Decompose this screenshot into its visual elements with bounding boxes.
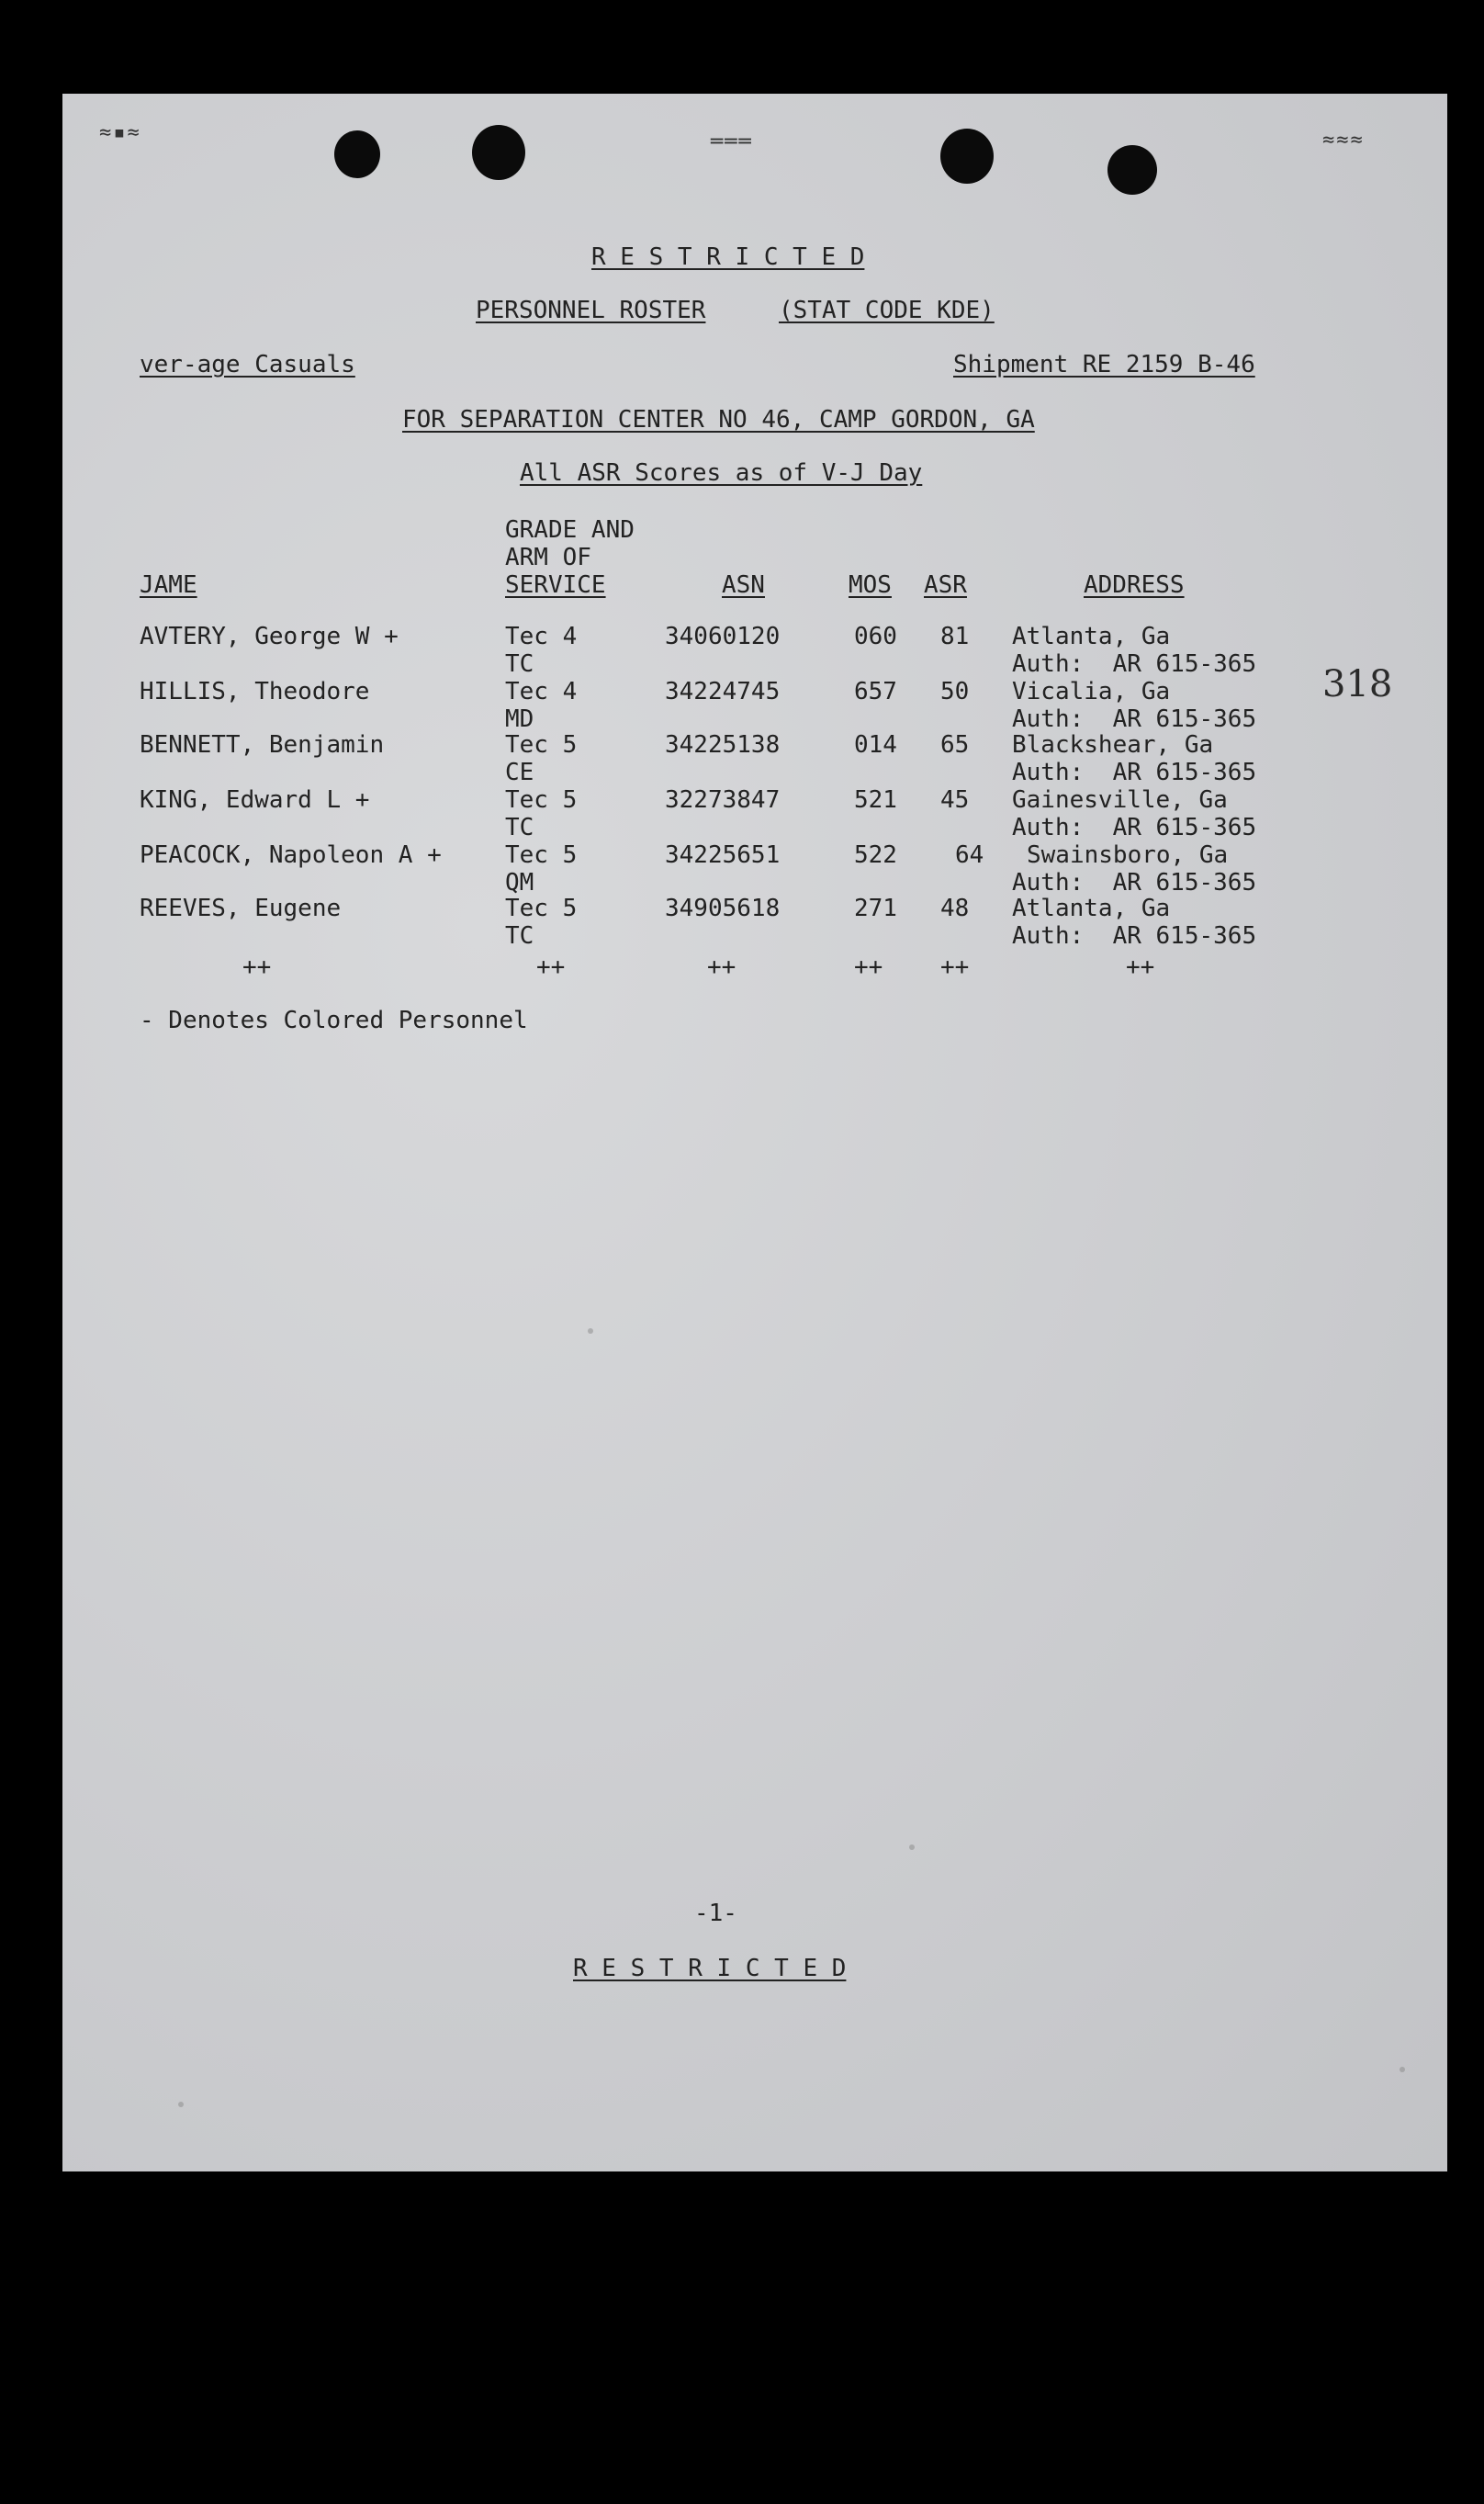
- row-grade: Tec 5: [505, 786, 578, 814]
- paper-speck: [909, 1844, 915, 1850]
- edge-mark: ≈▪≈: [99, 121, 141, 144]
- row-auth: Auth: AR 615-365: [1012, 705, 1257, 733]
- punch-hole: [334, 130, 380, 178]
- row-city: Atlanta, Ga: [1012, 895, 1171, 922]
- col-grade-2: ARM OF: [505, 544, 591, 571]
- row-auth: Auth: AR 615-365: [1012, 922, 1257, 950]
- punch-hole: [1107, 145, 1157, 195]
- col-grade-1: GRADE AND: [505, 516, 635, 544]
- col-asr: ASR: [924, 571, 967, 599]
- row-asr: 65: [940, 731, 970, 759]
- row-name: PEACOCK, Napoleon A +: [140, 841, 442, 869]
- col-mos: MOS: [849, 571, 892, 599]
- row-mos: 521: [854, 786, 897, 814]
- col-address: ADDRESS: [1084, 571, 1185, 599]
- row-grade: Tec 5: [505, 895, 578, 922]
- row-mos: 522: [854, 841, 897, 869]
- end-mark-asn: ++: [707, 953, 736, 981]
- row-auth: Auth: AR 615-365: [1012, 869, 1257, 897]
- row-arm: QM: [505, 869, 534, 897]
- row-city: Gainesville, Ga: [1012, 786, 1228, 814]
- row-asr: 64: [955, 841, 984, 869]
- row-asr: 45: [940, 786, 970, 814]
- edge-mark: ═══: [711, 130, 753, 153]
- paper-speck: [178, 2102, 184, 2107]
- stamp-number: 318: [1322, 663, 1393, 705]
- end-mark-mos: ++: [854, 953, 883, 981]
- row-city: Atlanta, Ga: [1012, 623, 1171, 650]
- row-asn: 34905618: [665, 895, 781, 922]
- row-name: BENNETT, Benjamin: [140, 731, 385, 759]
- row-asr: 48: [940, 895, 970, 922]
- row-asn: 32273847: [665, 786, 781, 814]
- page-number: -1-: [694, 1900, 737, 1927]
- footnote: - Denotes Colored Personnel: [140, 1007, 528, 1034]
- row-auth: Auth: AR 615-365: [1012, 759, 1257, 786]
- row-mos: 014: [854, 731, 897, 759]
- row-grade: Tec 5: [505, 841, 578, 869]
- row-name: HILLIS, Theodore: [140, 678, 370, 705]
- stat-code: (STAT CODE KDE): [779, 297, 995, 324]
- end-mark-grade: ++: [536, 953, 566, 981]
- row-asr: 50: [940, 678, 970, 705]
- roster-title: PERSONNEL ROSTER: [476, 297, 706, 324]
- row-asn: 34225651: [665, 841, 781, 869]
- end-mark-address: ++: [1126, 953, 1155, 981]
- row-arm: MD: [505, 705, 534, 733]
- col-name: JAME: [140, 571, 197, 599]
- destination: FOR SEPARATION CENTER NO 46, CAMP GORDON, GA: [402, 406, 1035, 434]
- row-auth: Auth: AR 615-365: [1012, 650, 1257, 678]
- row-name: REEVES, Eugene: [140, 895, 342, 922]
- punch-hole: [940, 129, 994, 184]
- row-arm: CE: [505, 759, 534, 786]
- end-mark-name: ++: [242, 953, 272, 981]
- paper-speck: [1400, 2067, 1405, 2072]
- row-name: AVTERY, George W +: [140, 623, 399, 650]
- row-city: Swainsboro, Ga: [1027, 841, 1229, 869]
- row-mos: 271: [854, 895, 897, 922]
- row-asn: 34225138: [665, 731, 781, 759]
- row-mos: 657: [854, 678, 897, 705]
- group-label: ver-age Casuals: [140, 351, 355, 378]
- paper-speck: [588, 1328, 593, 1334]
- row-city: Vicalia, Ga: [1012, 678, 1171, 705]
- scores-note: All ASR Scores as of V-J Day: [520, 459, 923, 487]
- row-asn: 34060120: [665, 623, 781, 650]
- row-mos: 060: [854, 623, 897, 650]
- document-page: [62, 94, 1447, 2171]
- classification-header: R E S T R I C T E D: [591, 243, 865, 271]
- row-name: KING, Edward L +: [140, 786, 370, 814]
- row-asn: 34224745: [665, 678, 781, 705]
- row-city: Blackshear, Ga: [1012, 731, 1214, 759]
- classification-footer: R E S T R I C T E D: [573, 1955, 847, 1982]
- row-grade: Tec 4: [505, 623, 578, 650]
- punch-hole: [472, 125, 525, 180]
- edge-mark: ≈≈≈: [1322, 129, 1365, 152]
- row-arm: TC: [505, 922, 534, 950]
- shipment-label: Shipment RE 2159 B-46: [953, 351, 1255, 378]
- row-asr: 81: [940, 623, 970, 650]
- col-grade-3: SERVICE: [505, 571, 606, 599]
- row-grade: Tec 4: [505, 678, 578, 705]
- row-grade: Tec 5: [505, 731, 578, 759]
- end-mark-asr: ++: [940, 953, 970, 981]
- col-asn: ASN: [722, 571, 765, 599]
- row-auth: Auth: AR 615-365: [1012, 814, 1257, 841]
- row-arm: TC: [505, 650, 534, 678]
- row-arm: TC: [505, 814, 534, 841]
